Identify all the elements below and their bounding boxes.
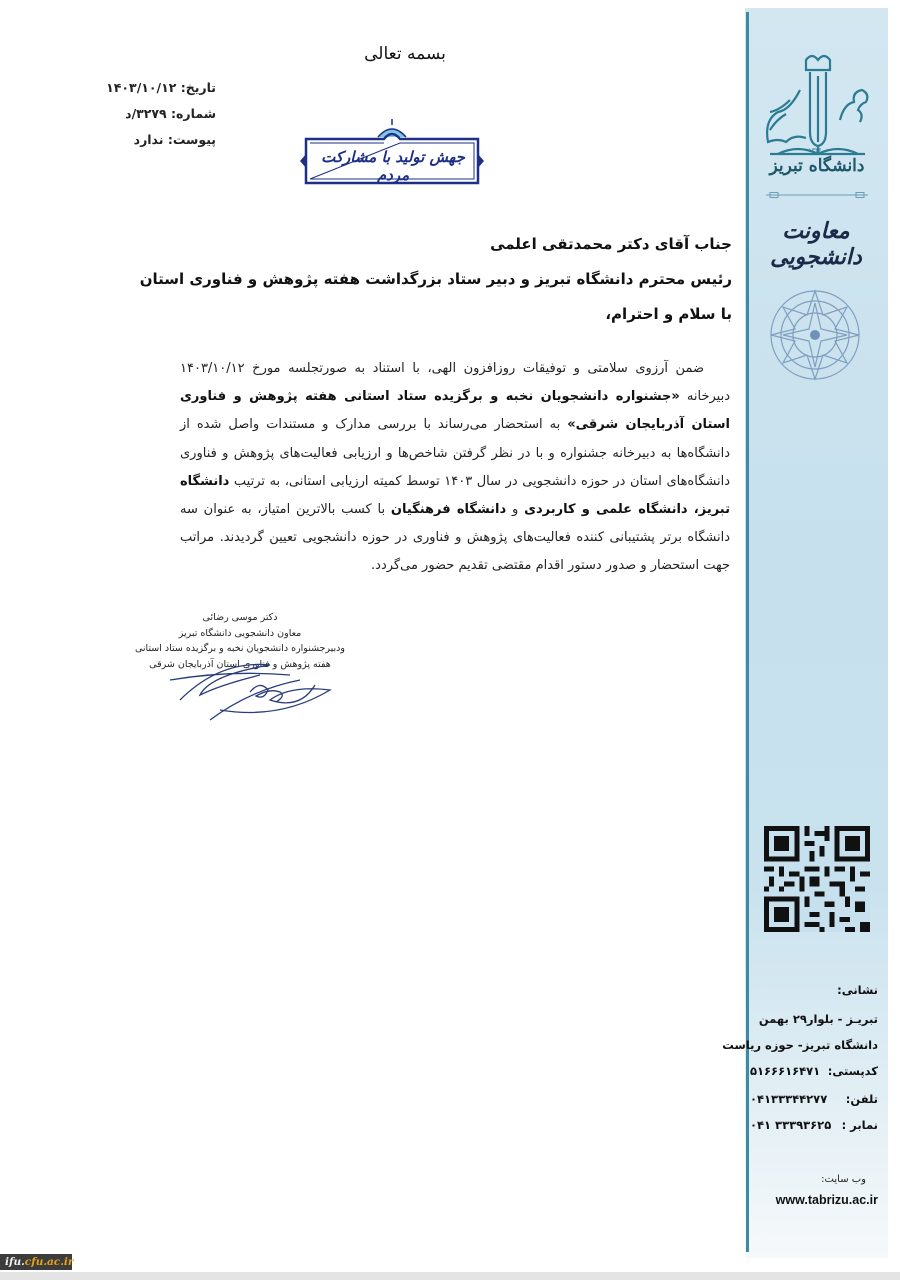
slogan-text: جهش تولید با مشارکت مردم <box>321 148 465 184</box>
address-line-2: دانشگاه تبریز- حوزه ریاست <box>722 1038 878 1052</box>
attachment-field <box>134 132 216 147</box>
date-value: ۱۴۰۳/۱۰/۱۲ <box>106 80 177 95</box>
university-name: دانشگاه تبریز <box>769 156 865 176</box>
address-line-1: تبریـز - بلوار۲۹ بهمن <box>758 1012 878 1026</box>
postal-code-value: ۵۱۶۶۶۱۶۴۷۱ <box>750 1064 821 1078</box>
date-label: تاریخ: <box>180 80 216 95</box>
signer-name: دکتر موسی رضائی <box>202 612 278 623</box>
qr-code <box>764 826 870 932</box>
side-accent-line <box>746 12 749 1252</box>
divider-ornament-icon <box>758 190 876 200</box>
body-paragraph <box>180 355 730 581</box>
website-url[interactable]: www.tabrizu.ac.ir <box>775 1193 878 1207</box>
signer-title-1: معاون دانشجویی دانشگاه تبریز <box>178 627 302 639</box>
phone-row <box>750 1092 878 1106</box>
addressee-name: جناب آقای دکتر محمدتقی اعلمی <box>490 235 732 253</box>
phone-label: تلفن: <box>845 1092 878 1106</box>
watermark-part-a: ifu. <box>5 1256 25 1268</box>
body-part-2: به استحضار می‌رساند با بررسی مدارک و مستندات واصل شده از دانشگاه‌ها به دبیرخانه جشنواره و با در نظر گرفتن شاخص‌ها و ارزیابی فعالیت‌های پژوهش و فناوری دانشگاه‌های استان در حوزه دانشجویی در سال ۱۴۰۳ توسط کمیته ارزیابی استانی، به ترتیب <box>180 417 731 489</box>
website-label: وب سایت: <box>821 1174 866 1185</box>
signer-title-3: هفته پژوهش و فناوری استان آذربایجان شرقی <box>149 658 331 670</box>
university-founding-year: ۱۳۲۶ <box>808 147 822 154</box>
letter-number-value: ۳۲۷۹/د <box>125 106 167 121</box>
body-part-3: و <box>506 502 525 518</box>
rosette-ornament-icon <box>765 285 865 385</box>
department-name: معاونت دانشجویی <box>770 218 862 270</box>
handwritten-signature-icon <box>150 640 340 725</box>
fax-label: نمابر : <box>841 1118 878 1132</box>
address-label: نشانی: <box>837 983 878 997</box>
date-field <box>106 80 216 95</box>
festival-name: «جشنواره دانشجویان نخبه و برگزیده ستاد استانی هفته پژوهش و فناوری استان آذربایجان شرقی» <box>180 389 730 433</box>
letter-number-label: شماره: <box>171 106 216 121</box>
basmala-heading: بسمه تعالی <box>364 44 446 64</box>
body-part-1: ضمن آرزوی سلامتی و توفیقات روزافزون الهی، با استناد به صورتجلسه مورخ ۱۴۰۳/۱۰/۱۲ دبیرخانه <box>180 361 730 405</box>
watermark-logo <box>0 1254 72 1270</box>
fax-value: ۰۴۱ ۳۳۳۹۳۶۲۵ <box>750 1118 832 1132</box>
signer-title-2: ودبیرجشنواره دانشجویان نخبه و برگزیده ستاد استانی <box>134 643 346 654</box>
phone-value: ۰۴۱۳۳۳۴۴۲۷۷ <box>750 1092 828 1106</box>
body-part-4: با کسب بالاترین امتیاز، به عنوان سه دانشگاه برتر پشتیبانی کننده فعالیت‌های پژوهش و فناوری در حوزه دانشجویی تعیین گردیدند. مراتب جهت استحضار و صدور دستور اقدام مقتضی تقدیم حضور می‌گردد. <box>180 502 730 574</box>
watermark-part-b: cfu.ac.ir <box>24 1256 74 1268</box>
postal-code-label: کدپستی: <box>827 1064 878 1078</box>
postal-code-row <box>750 1064 878 1078</box>
letter-body <box>180 355 730 581</box>
addressee-title: رئیس محترم دانشگاه تبریز و دبیر ستاد بزرگداشت هفته پژوهش و فناوری استان <box>139 270 732 288</box>
attachment-value: ندارد <box>133 132 164 147</box>
winning-universities: دانشگاه تبریز، دانشگاه علمی و کاربردی <box>180 473 730 518</box>
third-university: دانشگاه فرهنگیان <box>390 502 507 518</box>
fax-row <box>750 1118 878 1132</box>
attachment-label: پیوست: <box>167 132 216 147</box>
letter-number-field <box>125 106 216 121</box>
bottom-strip <box>0 1272 900 1280</box>
greeting: با سلام و احترام، <box>605 305 732 323</box>
